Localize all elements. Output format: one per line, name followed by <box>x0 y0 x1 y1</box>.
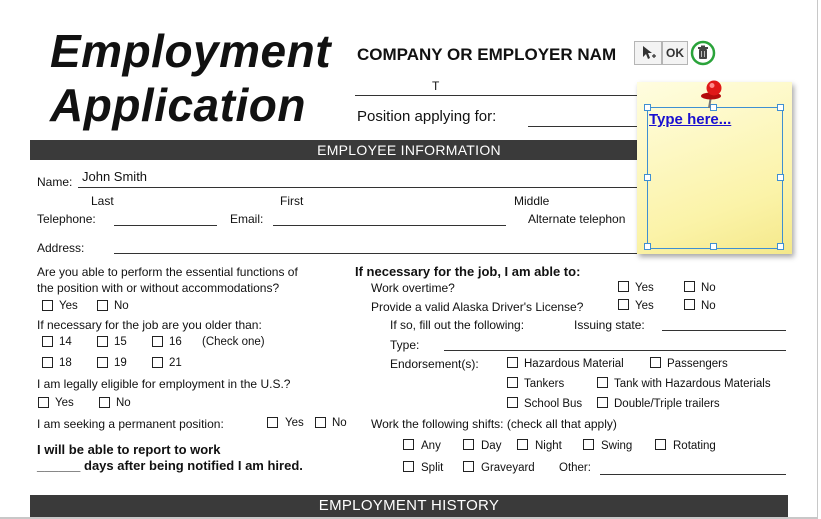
type-field[interactable] <box>444 350 786 351</box>
age21-label: 21 <box>169 357 182 369</box>
tank-hazmat-label: Tank with Hazardous Materials <box>614 378 771 390</box>
delete-button[interactable] <box>688 41 718 65</box>
age15-checkbox[interactable] <box>97 336 108 347</box>
hazmat-label: Hazardous Material <box>524 358 624 370</box>
eligible-question: I am legally eligible for employment in the U.S.? <box>37 377 291 391</box>
shift-rotating-checkbox[interactable] <box>655 439 666 450</box>
license-no-checkbox[interactable] <box>684 299 695 310</box>
pushpin-icon <box>700 76 728 110</box>
permanent-no-checkbox[interactable] <box>315 417 326 428</box>
school-bus-checkbox[interactable] <box>507 397 518 408</box>
eligible-no-checkbox[interactable] <box>99 397 110 408</box>
permanent-question: I am seeking a permanent position: <box>37 417 224 431</box>
overtime-yes-checkbox[interactable] <box>618 281 629 292</box>
issuing-state-label: Issuing state: <box>574 318 645 332</box>
move-tool-button[interactable] <box>634 41 662 65</box>
section-employment-history: EMPLOYMENT HISTORY <box>30 495 788 517</box>
overtime-no-checkbox[interactable] <box>684 281 695 292</box>
name-first-caption: First <box>280 194 304 208</box>
form-title-line2: Application <box>50 79 306 131</box>
name-field[interactable]: John Smith <box>82 169 148 184</box>
tankers-label: Tankers <box>524 378 565 390</box>
passengers-label: Passengers <box>667 358 728 370</box>
resize-handle-se[interactable] <box>777 243 784 250</box>
permanent-no-label: No <box>332 417 347 429</box>
older-question: If necessary for the job are you older than: <box>37 318 262 332</box>
resize-handle-nw[interactable] <box>644 104 651 111</box>
age15-label: 15 <box>114 336 127 348</box>
position-field[interactable] <box>528 126 637 127</box>
age16-checkbox[interactable] <box>152 336 163 347</box>
report-question-2: days after being notified I am hired. <box>84 458 303 473</box>
shift-other-label: Other: <box>559 462 591 474</box>
sticky-note-text[interactable]: Type here... <box>649 111 732 128</box>
name-middle-caption: Middle <box>514 194 550 208</box>
age14-label: 14 <box>59 336 72 348</box>
resize-handle-s[interactable] <box>710 243 717 250</box>
shift-day-label: Day <box>481 440 502 452</box>
endorsement-label: Endorsement(s): <box>390 357 479 371</box>
permanent-yes-checkbox[interactable] <box>267 417 278 428</box>
move-cursor-icon <box>640 45 656 61</box>
essential-no-checkbox[interactable] <box>97 300 108 311</box>
type-label: Type: <box>390 338 420 352</box>
sticky-note-selection[interactable] <box>647 107 783 249</box>
overtime-question: Work overtime? <box>371 281 455 295</box>
shift-other-field[interactable] <box>600 474 786 475</box>
age14-checkbox[interactable] <box>42 336 53 347</box>
resize-handle-ne[interactable] <box>777 104 784 111</box>
eligible-yes-label: Yes <box>55 397 74 409</box>
name-line <box>78 187 638 188</box>
t-marker: T <box>432 79 440 93</box>
alt-phone-label: Alternate telephon <box>528 212 626 226</box>
essential-yes-label: Yes <box>59 300 78 312</box>
company-line[interactable] <box>355 95 637 96</box>
school-bus-label: School Bus <box>524 398 583 410</box>
overtime-no-label: No <box>701 282 716 294</box>
section-employee-info: EMPLOYEE INFORMATION <box>30 140 788 160</box>
hazmat-checkbox[interactable] <box>507 357 518 368</box>
shift-split-checkbox[interactable] <box>403 461 414 472</box>
check-one-hint: (Check one) <box>202 336 265 348</box>
tank-hazmat-checkbox[interactable] <box>597 377 608 388</box>
shift-split-label: Split <box>421 462 444 474</box>
address-field[interactable] <box>114 253 638 254</box>
age16-label: 16 <box>169 336 182 348</box>
able-heading: If necessary for the job, I am able to: <box>355 264 581 279</box>
telephone-label: Telephone: <box>37 212 96 226</box>
age18-checkbox[interactable] <box>42 357 53 368</box>
resize-handle-w[interactable] <box>644 174 651 181</box>
essential-no-label: No <box>114 300 129 312</box>
shift-any-label: Any <box>421 440 441 452</box>
eligible-no-label: No <box>116 397 131 409</box>
shift-swing-checkbox[interactable] <box>583 439 594 450</box>
eligible-yes-checkbox[interactable] <box>38 397 49 408</box>
tankers-checkbox[interactable] <box>507 377 518 388</box>
age19-checkbox[interactable] <box>97 357 108 368</box>
license-yes-checkbox[interactable] <box>618 299 629 310</box>
shift-day-checkbox[interactable] <box>463 439 474 450</box>
email-label: Email: <box>230 212 264 226</box>
resize-handle-e[interactable] <box>777 174 784 181</box>
overtime-yes-label: Yes <box>635 282 654 294</box>
ok-button[interactable]: OK <box>662 41 688 65</box>
trash-icon <box>690 40 716 66</box>
passengers-checkbox[interactable] <box>650 357 661 368</box>
name-label: Name: <box>37 175 73 189</box>
shift-graveyard-label: Graveyard <box>481 462 535 474</box>
shift-rotating-label: Rotating <box>673 440 716 452</box>
shift-graveyard-checkbox[interactable] <box>463 461 474 472</box>
company-label: COMPANY OR EMPLOYER NAM <box>357 45 617 64</box>
issuing-state-field[interactable] <box>662 330 786 331</box>
form-title-line1: Employment <box>50 25 332 77</box>
license-no-label: No <box>701 300 716 312</box>
position-label: Position applying for: <box>357 108 497 125</box>
shift-any-checkbox[interactable] <box>403 439 414 450</box>
name-last-caption: Last <box>91 194 114 208</box>
shift-night-checkbox[interactable] <box>517 439 528 450</box>
license-yes-label: Yes <box>635 300 654 312</box>
permanent-yes-label: Yes <box>285 417 304 429</box>
shifts-question: Work the following shifts: (check all that apply) <box>371 417 617 431</box>
email-field[interactable] <box>273 225 506 226</box>
address-label: Address: <box>37 241 85 255</box>
age19-label: 19 <box>114 357 127 369</box>
report-question-1: I will be able to report to work <box>37 442 221 457</box>
essential-question-1: Are you able to perform the essential functions of <box>37 265 298 279</box>
license-question: Provide a valid Alaska Driver's License? <box>371 300 584 314</box>
double-triple-checkbox[interactable] <box>597 397 608 408</box>
shift-night-label: Night <box>535 440 562 452</box>
age21-checkbox[interactable] <box>152 357 163 368</box>
report-days-blank[interactable]: ______ <box>37 458 81 473</box>
telephone-field[interactable] <box>114 225 217 226</box>
essential-yes-checkbox[interactable] <box>42 300 53 311</box>
resize-handle-sw[interactable] <box>644 243 651 250</box>
double-triple-label: Double/Triple trailers <box>614 398 720 410</box>
essential-question-2: the position with or without accommodations? <box>37 281 280 295</box>
if-so-label: If so, fill out the following: <box>390 318 525 332</box>
shift-swing-label: Swing <box>601 440 633 452</box>
age18-label: 18 <box>59 357 72 369</box>
